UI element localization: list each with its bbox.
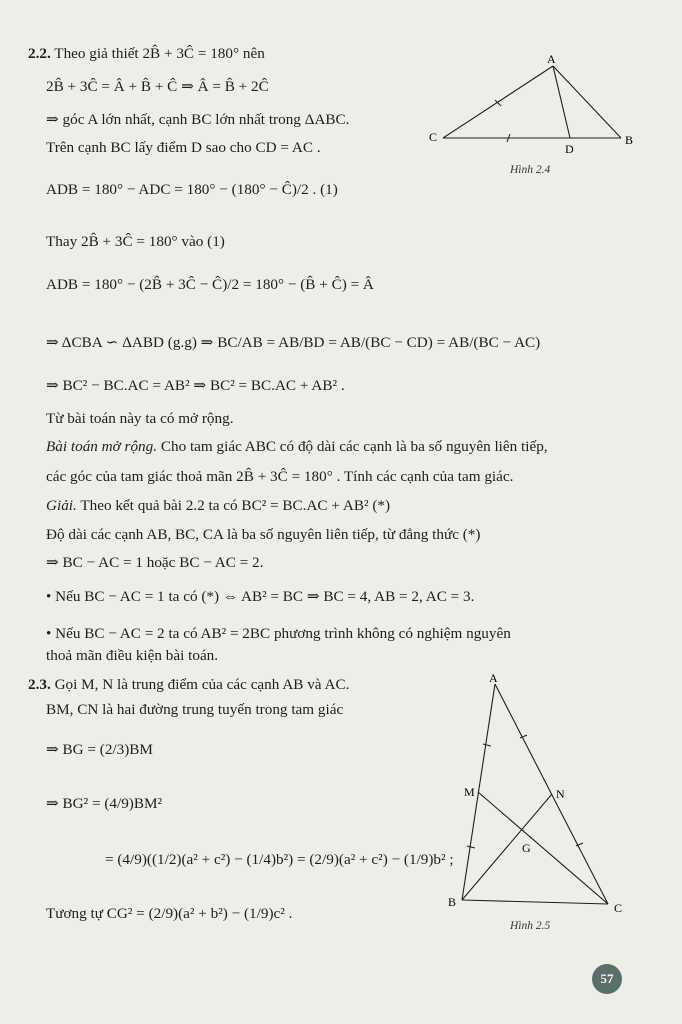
point-label-m: M bbox=[464, 785, 475, 799]
equation-line: Tương tự CG² = (2/9)(a² + b²) − (1/9)c² . bbox=[46, 905, 293, 922]
text-line: Thay 2B̂ + 3Ĉ = 180° vào (1) bbox=[46, 233, 225, 250]
problem-label: 2.2. bbox=[28, 45, 51, 62]
equation-line: = (4/9)((1/2)(a² + c²) − (1/4)b²) = (2/9)(a² + c²) − (1/9)b² ; bbox=[105, 851, 454, 868]
segment-ad bbox=[553, 66, 570, 138]
side-ac bbox=[443, 66, 553, 138]
problem-2-3-line-1 bbox=[28, 675, 349, 695]
figure-2-4 bbox=[425, 54, 640, 159]
line-text: Theo kết quả bài 2.2 ta có BC² = BC.AC + AB² (*) bbox=[76, 497, 391, 514]
vertex-label-c: C bbox=[614, 901, 623, 915]
vertex-label-b: B bbox=[625, 133, 634, 147]
text-line: thoả mãn điều kiện bài toán. bbox=[46, 647, 219, 664]
problem-label: 2.3. bbox=[28, 676, 51, 693]
figure-caption: Hình 2.5 bbox=[510, 920, 551, 932]
vertex-label-a: A bbox=[489, 672, 498, 685]
point-label-g: G bbox=[522, 841, 531, 855]
text-line: ⇒ BC − AC = 1 hoặc BC − AC = 2. bbox=[46, 554, 264, 571]
extension-label: Bài toán mở rộng. bbox=[46, 438, 158, 455]
equation-line: ⇒ BG² = (4/9)BM² bbox=[46, 795, 163, 812]
problem-2-2-line-1 bbox=[28, 44, 265, 64]
equation-line: ADB = 180° − (2B̂ + 3Ĉ − Ĉ)/2 = 180° − (B̂ + Ĉ) = Â bbox=[46, 276, 374, 293]
text-line: ⇒ góc A lớn nhất, cạnh BC lớn nhất trong ΔABC. bbox=[46, 111, 350, 128]
text-line: BM, CN là hai đường trung tuyến trong tam giác bbox=[46, 701, 344, 718]
point-label-n: N bbox=[556, 787, 565, 801]
vertex-label-b: B bbox=[448, 895, 457, 909]
tick-mark bbox=[483, 744, 491, 746]
tick-mark bbox=[467, 846, 475, 848]
page-number: 57 bbox=[592, 964, 622, 994]
equation-line: ADB = 180° − ADC = 180° − (180° − Ĉ)/2 . (1) bbox=[46, 181, 338, 198]
line-text: Gọi M, N là trung điểm của các cạnh AB và AC. bbox=[50, 676, 350, 693]
equation-line: 2B̂ + 3Ĉ = Â + B̂ + Ĉ ⇒ Â = B̂ + 2Ĉ bbox=[46, 78, 269, 95]
text-line: Trên cạnh BC lấy điểm D sao cho CD = AC . bbox=[46, 139, 321, 156]
figure-2-5 bbox=[440, 672, 640, 922]
side-bc bbox=[462, 900, 608, 904]
line-text: Theo giả thiết 2B̂ + 3Ĉ = 180° nên bbox=[50, 45, 265, 62]
figure-caption: Hình 2.4 bbox=[510, 164, 551, 176]
vertex-label-a: A bbox=[547, 54, 556, 66]
text-line: Từ bài toán này ta có mở rộng. bbox=[46, 410, 234, 427]
text-line: Độ dài các cạnh AB, BC, CA là ba số nguyên liên tiếp, từ đẳng thức (*) bbox=[46, 526, 481, 543]
text-line: các góc của tam giác thoả mãn 2B̂ + 3Ĉ = 180° . Tính các cạnh của tam giác. bbox=[46, 468, 514, 485]
vertex-label-d: D bbox=[565, 142, 574, 156]
equation-line: ⇒ ΔCBA ∽ ΔABD (g.g) ⇒ BC/AB = AB/BD = AB/(BC − CD) = AB/(BC − AC) bbox=[46, 334, 541, 351]
text-line: • Nếu BC − AC = 2 ta có AB² = 2BC phương trình không có nghiệm nguyên bbox=[46, 625, 511, 642]
text-line bbox=[46, 496, 390, 516]
vertex-label-c: C bbox=[429, 130, 438, 144]
side-ab bbox=[553, 66, 621, 138]
equation-line: ⇒ BC² − BC.AC = AB² ⇒ BC² = BC.AC + AB² . bbox=[46, 377, 345, 394]
solution-label: Giải. bbox=[46, 497, 77, 514]
equation-line: ⇒ BG = (2/3)BM bbox=[46, 741, 153, 758]
median-cm bbox=[478, 792, 608, 904]
line-text: Cho tam giác ABC có độ dài các cạnh là ba số nguyên liên tiếp, bbox=[157, 438, 548, 455]
text-line: • Nếu BC − AC = 1 ta có (*) ⇔ AB² = BC ⇒ BC = 4, AB = 2, AC = 3. bbox=[46, 588, 475, 605]
text-line bbox=[46, 437, 548, 457]
